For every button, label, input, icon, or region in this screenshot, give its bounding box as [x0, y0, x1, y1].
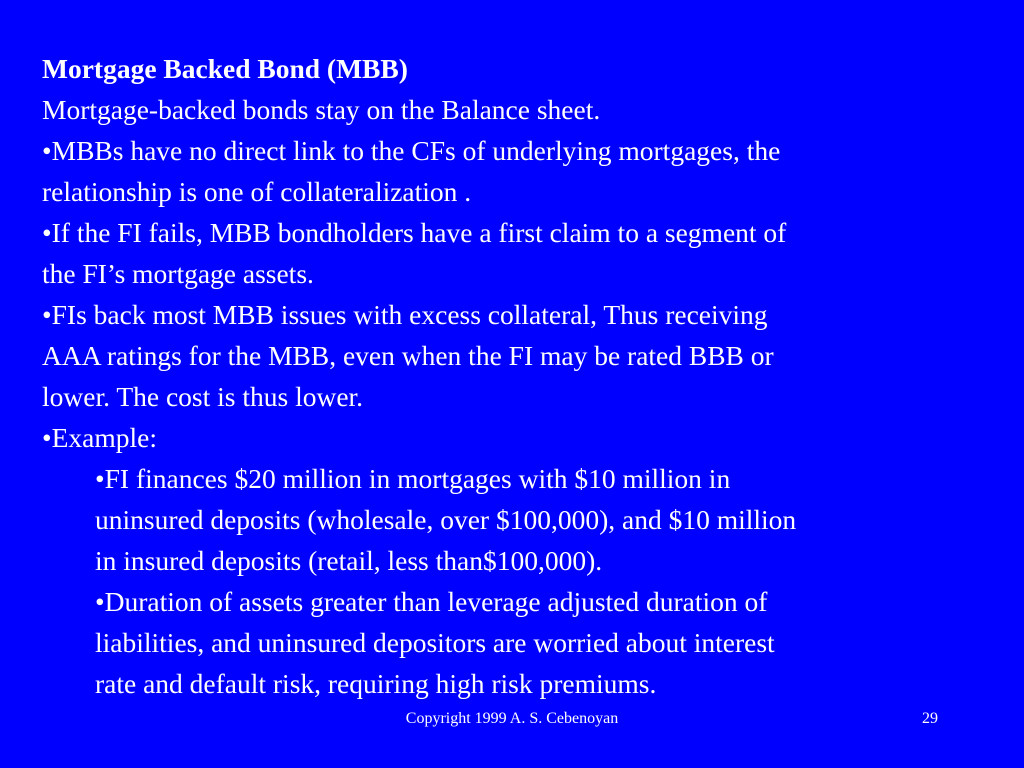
sub-bullet-line: in insured deposits (retail, less than$100,000). [95, 545, 603, 576]
body-line: lower. The cost is thus lower. [42, 381, 364, 412]
body-line: relationship is one of collateralization . [42, 176, 472, 207]
body-line: •Example: [42, 422, 158, 453]
sub-bullet-line: rate and default risk, requiring high risk premiums. [95, 668, 657, 699]
slide-title: Mortgage Backed Bond (MBB) [42, 53, 408, 84]
sub-bullet-line: •FI finances $20 million in mortgages with $10 million in [95, 463, 731, 494]
sub-bullet-line: •Duration of assets greater than leverage adjusted duration of [95, 586, 768, 617]
body-line: •If the FI fails, MBB bondholders have a first claim to a segment of [42, 217, 787, 248]
body-line: Mortgage-backed bonds stay on the Balance sheet. [42, 94, 601, 125]
sub-bullet-line: liabilities, and uninsured depositors are worried about interest [95, 627, 775, 658]
body-line: •MBBs have no direct link to the CFs of underlying mortgages, the [42, 135, 781, 166]
body-line: the FI’s mortgage assets. [42, 258, 314, 289]
body-line: AAA ratings for the MBB, even when the FI may be rated BBB or [42, 340, 774, 371]
page-number: 29 [922, 710, 938, 727]
slide-content [42, 48, 977, 704]
sub-bullet-line: uninsured deposits (wholesale, over $100,000), and $10 million [95, 504, 797, 535]
body-line: •FIs back most MBB issues with excess collateral, Thus receiving [42, 299, 768, 330]
footer-copyright: Copyright 1999 A. S. Cebenoyan [405, 710, 619, 727]
